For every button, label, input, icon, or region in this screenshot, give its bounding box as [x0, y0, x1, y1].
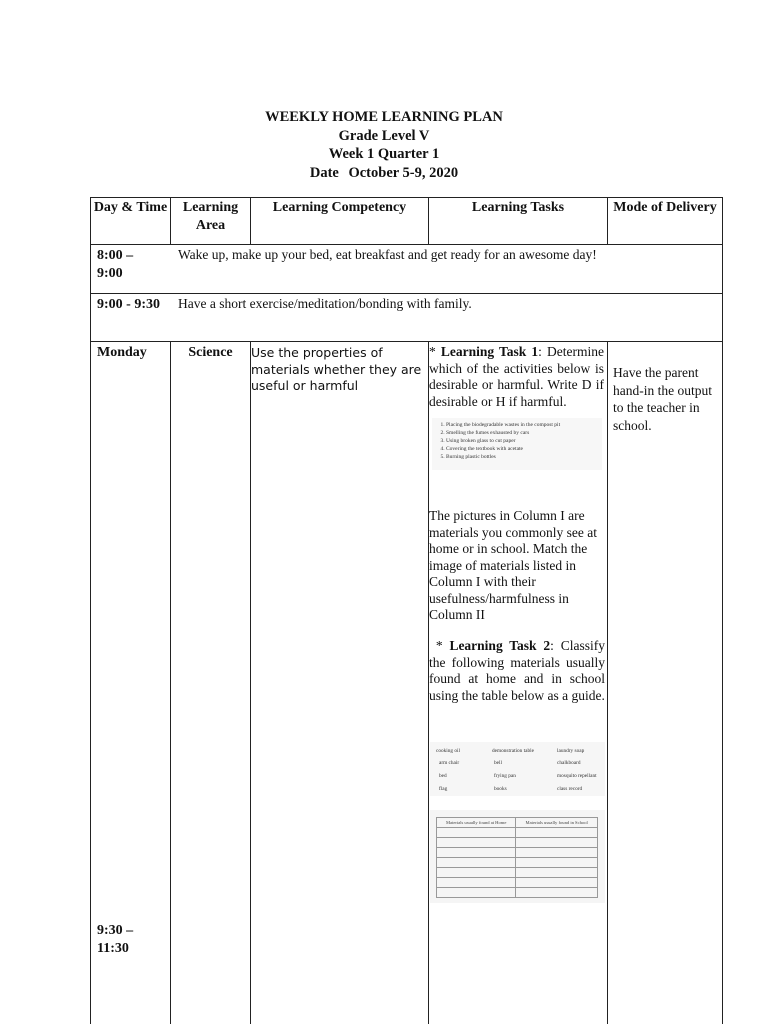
- table-row: [437, 888, 598, 898]
- learning-area-science: Science: [188, 345, 233, 360]
- date-value: October 5-9, 2020: [348, 164, 459, 181]
- material-word: flag: [439, 786, 448, 792]
- task1-item: 1. Placing the biodegradable wastes in the compost pit: [446, 421, 602, 429]
- material-word: bell: [494, 760, 502, 766]
- header-learning-competency: Learning Competency: [272, 200, 407, 215]
- material-word: mosquito repellant: [557, 773, 597, 779]
- column-matching-text: The pictures in Column I are materials you commonly see at home or in school. Match the image of materials listed in Column I with their usefulness/harmfulness in Column II: [429, 508, 597, 622]
- material-word: laundry soap: [557, 748, 585, 754]
- table-border-top: [90, 197, 723, 198]
- learning-task-2: [429, 638, 605, 704]
- task1-item: 3. Using broken glass to cut paper: [446, 437, 602, 445]
- material-word: cooking oil: [436, 748, 460, 754]
- task1-activity-list-image: [432, 418, 602, 470]
- row1-time: 8:00 – 9:00: [97, 248, 134, 281]
- task2-prefix: *: [435, 638, 450, 653]
- row2-time: 9:00 - 9:30: [97, 297, 160, 312]
- material-word: demonstration table: [492, 748, 534, 754]
- column-divider: [607, 341, 608, 1024]
- header-learning-tasks: Learning Tasks: [471, 200, 565, 215]
- grade-level: Grade Level V: [338, 127, 430, 144]
- table-row: [437, 848, 598, 858]
- task1-prefix: *: [429, 344, 441, 359]
- date-label: Date: [309, 164, 339, 181]
- learning-task-1: [429, 344, 604, 410]
- mode-of-delivery-text: Have the parent hand-in the output to the teacher in school.: [613, 365, 712, 433]
- task1-text: : Determine which of the activities below is desirable or harmful. Write D if desirable or H if harmful.: [429, 344, 604, 409]
- table-divider: [90, 341, 723, 342]
- document-title: WEEKLY HOME LEARNING PLAN: [265, 109, 503, 125]
- header-day-time: Day & Time: [93, 200, 168, 215]
- task1-item: 5. Burning plastic bottles: [446, 453, 602, 461]
- table-row: [437, 878, 598, 888]
- classification-table: [436, 817, 598, 898]
- material-word: bed: [439, 773, 447, 779]
- table-border-right: [722, 197, 723, 1024]
- row1-activity: Wake up, make up your bed, eat breakfast and get ready for an awesome day!: [178, 247, 597, 262]
- task1-item: 2. Smelling the fumes exhausted by cars: [446, 429, 602, 437]
- table-row: [437, 838, 598, 848]
- header-learning-area: Learning Area: [182, 200, 239, 233]
- learning-competency-text: Use the properties of materials whether they are useful or harmful: [251, 345, 422, 393]
- table-row: [437, 868, 598, 878]
- classification-header-home: Materials usually found at Home: [437, 818, 516, 828]
- row2-activity: Have a short exercise/meditation/bonding with family.: [178, 296, 472, 311]
- material-word: arm chair: [439, 760, 460, 766]
- task2-label: Learning Task 2: [449, 638, 551, 653]
- task1-label: Learning Task 1: [440, 344, 539, 359]
- day-monday: Monday: [97, 345, 147, 360]
- material-word: class record: [557, 786, 583, 792]
- classification-header-school: Materials usually found in School: [516, 818, 598, 828]
- material-word: chalkboard: [557, 760, 581, 766]
- header-mode-of-delivery: Mode of Delivery: [613, 200, 717, 215]
- task1-item: 4. Covering the textbook with acetate: [446, 445, 602, 453]
- table-divider: [90, 244, 723, 245]
- task2-text: : Classify the following materials usually found at home and in school using the table below as a guide.: [429, 638, 605, 703]
- monday-time: 9:30 – 11:30: [97, 923, 134, 956]
- material-word: books: [494, 786, 507, 792]
- task2-materials-image: [430, 742, 605, 796]
- table-divider: [90, 293, 723, 294]
- table-border-left: [90, 197, 91, 1024]
- task2-classification-table-image: [430, 810, 605, 903]
- table-row: [437, 828, 598, 838]
- column-divider: [250, 341, 251, 1024]
- material-word: frying pan: [494, 773, 516, 779]
- column-divider: [170, 341, 171, 1024]
- week-quarter: Week 1 Quarter 1: [328, 146, 440, 162]
- table-row: [437, 858, 598, 868]
